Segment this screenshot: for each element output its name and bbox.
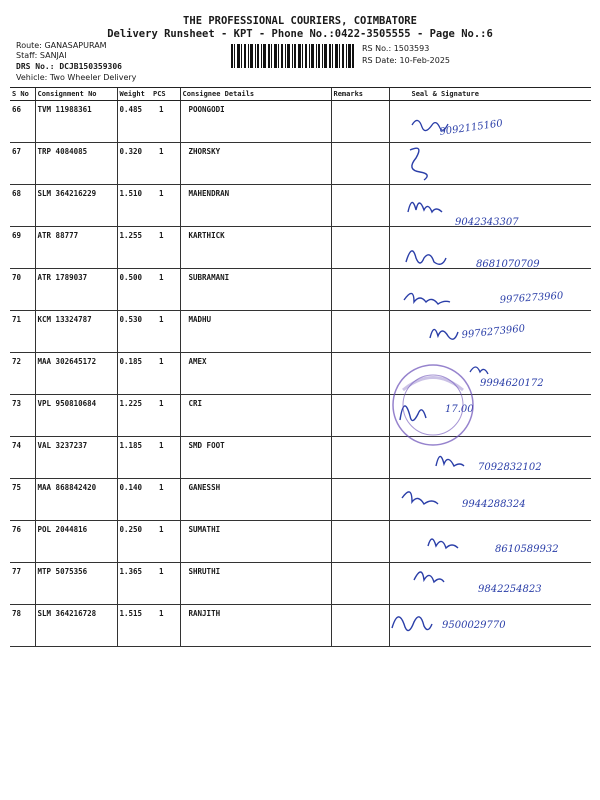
cell-pcs: 1 — [151, 227, 180, 269]
cell-remarks — [331, 101, 389, 143]
cell-weight: 1.225 — [117, 395, 151, 437]
cell-consignment: MAA 868842420 — [35, 479, 117, 521]
cell-weight: 0.185 — [117, 353, 151, 395]
table-row — [10, 605, 591, 647]
cell-consignee: CRI — [180, 395, 331, 437]
cell-weight: 0.140 — [117, 479, 151, 521]
cell-consignee: AMEX — [180, 353, 331, 395]
cell-consignee: POONGODI — [180, 101, 331, 143]
cell-consignee: SUBRAMANI — [180, 269, 331, 311]
cell-consignee: MADHU — [180, 311, 331, 353]
col-weight: Weight — [117, 88, 151, 101]
cell-consignment: MTP 5075356 — [35, 563, 117, 605]
cell-consignment: VPL 950810684 — [35, 395, 117, 437]
cell-pcs: 1 — [151, 143, 180, 185]
rs-date: RS Date: 10-Feb-2025 — [362, 56, 451, 65]
cell-consignee: MAHENDRAN — [180, 185, 331, 227]
cell-consignment: ATR 1789037 — [35, 269, 117, 311]
cell-signature — [389, 227, 591, 269]
cell-signature — [389, 479, 591, 521]
col-sno: S No — [10, 88, 35, 101]
cell-signature — [389, 311, 591, 353]
cell-sno: 66 — [10, 101, 35, 143]
runsheet-table — [10, 87, 591, 647]
cell-sno: 70 — [10, 269, 35, 311]
handwritten-phone: 9842254823 — [478, 584, 542, 595]
cell-remarks — [331, 185, 389, 227]
table-header-row — [10, 88, 591, 101]
cell-remarks — [331, 563, 389, 605]
route-label: Route: GANASAPURAM — [16, 41, 107, 50]
handwritten-phone: 9092115160 — [438, 118, 504, 138]
table-row — [10, 437, 591, 479]
cell-signature — [389, 101, 591, 143]
cell-consignee: KARTHICK — [180, 227, 331, 269]
cell-weight: 0.320 — [117, 143, 151, 185]
cell-consignee: SUMATHI — [180, 521, 331, 563]
col-signature: Seal & Signature — [389, 88, 591, 101]
cell-signature — [389, 521, 591, 563]
cell-remarks — [331, 227, 389, 269]
handwritten-phone: 8610589932 — [495, 544, 559, 555]
cell-sno: 68 — [10, 185, 35, 227]
cell-signature — [389, 143, 591, 185]
table-row — [10, 101, 591, 143]
cell-remarks — [331, 479, 389, 521]
cell-weight: 1.255 — [117, 227, 151, 269]
cell-signature — [389, 605, 591, 647]
cell-consignee: SMD FOOT — [180, 437, 331, 479]
cell-pcs: 1 — [151, 311, 180, 353]
cell-pcs: 1 — [151, 395, 180, 437]
vehicle-label: Vehicle: Two Wheeler Delivery — [16, 73, 137, 82]
cell-remarks — [331, 311, 389, 353]
barcode — [231, 44, 355, 68]
table-row — [10, 479, 591, 521]
cell-pcs: 1 — [151, 185, 180, 227]
cell-pcs: 1 — [151, 353, 180, 395]
cell-sno: 71 — [10, 311, 35, 353]
cell-weight: 1.510 — [117, 185, 151, 227]
cell-sno: 73 — [10, 395, 35, 437]
cell-pcs: 1 — [151, 269, 180, 311]
cell-remarks — [331, 353, 389, 395]
cell-remarks — [331, 521, 389, 563]
table-row — [10, 227, 591, 269]
handwritten-phone: 9994620172 — [480, 378, 544, 389]
handwritten-phone: 8681070709 — [476, 259, 540, 270]
table-row — [10, 563, 591, 605]
cell-consignee: ZHORSKY — [180, 143, 331, 185]
cell-consignment: SLM 364216229 — [35, 185, 117, 227]
cell-sno: 74 — [10, 437, 35, 479]
cell-pcs: 1 — [151, 521, 180, 563]
company-title: THE PROFESSIONAL COURIERS, COIMBATORE — [183, 15, 417, 27]
table-row — [10, 269, 591, 311]
cell-remarks — [331, 605, 389, 647]
cell-pcs: 1 — [151, 437, 180, 479]
cell-weight: 0.250 — [117, 521, 151, 563]
handwritten-phone: 9976273960 — [499, 290, 564, 306]
cell-remarks — [331, 437, 389, 479]
cell-weight: 1.365 — [117, 563, 151, 605]
table-row — [10, 521, 591, 563]
drs-number: DRS No.: DCJB150359306 — [16, 62, 122, 71]
cell-consignee: SHRUTHI — [180, 563, 331, 605]
cell-consignment: VAL 3237237 — [35, 437, 117, 479]
table-row — [10, 185, 591, 227]
table-row — [10, 143, 591, 185]
cell-sno: 67 — [10, 143, 35, 185]
cell-weight: 1.515 — [117, 605, 151, 647]
rs-number: RS No.: 1503593 — [362, 44, 430, 53]
cell-remarks — [331, 395, 389, 437]
cell-consignment: KCM 13324787 — [35, 311, 117, 353]
runsheet-title: Delivery Runsheet - KPT - Phone No.:0422-3505555 - Page No.:6 — [107, 28, 493, 40]
cell-consignment: POL 2044816 — [35, 521, 117, 563]
cell-consignment: MAA 302645172 — [35, 353, 117, 395]
cell-sno: 77 — [10, 563, 35, 605]
staff-label: Staff: SANJAI — [16, 51, 67, 60]
col-consignment: Consignment No — [35, 88, 117, 101]
cell-pcs: 1 — [151, 563, 180, 605]
cell-consignment: TVM 11988361 — [35, 101, 117, 143]
col-remarks: Remarks — [331, 88, 389, 101]
cell-sno: 78 — [10, 605, 35, 647]
cell-weight: 0.500 — [117, 269, 151, 311]
handwritten-phone: 9976273960 — [461, 323, 526, 341]
handwritten-phone: 9500029770 — [442, 620, 506, 631]
cell-remarks — [331, 143, 389, 185]
seal-stamp — [388, 360, 478, 450]
col-consignee: Consignee Details — [180, 88, 331, 101]
cell-signature — [389, 185, 591, 227]
col-pcs: PCS — [151, 88, 180, 101]
cell-weight: 0.530 — [117, 311, 151, 353]
cell-consignment: SLM 364216728 — [35, 605, 117, 647]
cell-sno: 72 — [10, 353, 35, 395]
cell-pcs: 1 — [151, 101, 180, 143]
handwritten-phone: 9042343307 — [455, 217, 519, 228]
cell-consignment: ATR 88777 — [35, 227, 117, 269]
cell-consignment: TRP 4084085 — [35, 143, 117, 185]
cell-signature — [389, 269, 591, 311]
cell-weight: 1.185 — [117, 437, 151, 479]
cell-consignee: RANJITH — [180, 605, 331, 647]
cell-pcs: 1 — [151, 479, 180, 521]
cell-signature — [389, 563, 591, 605]
table-row — [10, 395, 591, 437]
table-row — [10, 311, 591, 353]
handwritten-number: 17.00 — [445, 404, 474, 415]
table-row — [10, 353, 591, 395]
cell-remarks — [331, 269, 389, 311]
cell-sno: 76 — [10, 521, 35, 563]
cell-sno: 69 — [10, 227, 35, 269]
cell-pcs: 1 — [151, 605, 180, 647]
cell-consignee: GANESSH — [180, 479, 331, 521]
cell-sno: 75 — [10, 479, 35, 521]
handwritten-phone: 9944288324 — [462, 499, 526, 510]
cell-weight: 0.485 — [117, 101, 151, 143]
handwritten-phone: 7092832102 — [478, 462, 542, 473]
